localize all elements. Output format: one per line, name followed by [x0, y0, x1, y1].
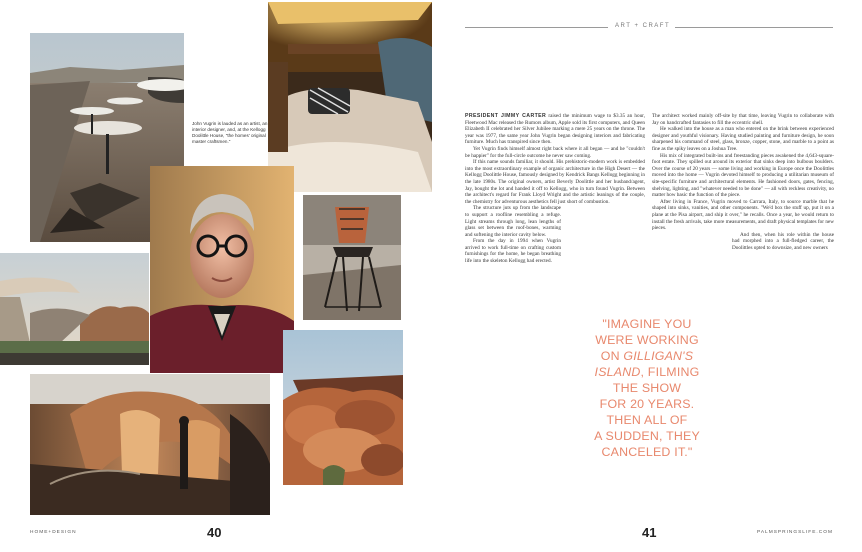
- footer-left: HOME+DESIGN: [30, 530, 77, 535]
- footer-right: PALMSPRINGSLIFE.COM: [757, 530, 833, 535]
- article-paragraph: The structure juts up from the landscape to support a roofline resembling a refuge. Light streams through long, lean lengths of glass set between the roof-bones, warming and softening the interior cavity below.: [465, 205, 561, 238]
- section-label: ART + CRAFT: [615, 23, 671, 29]
- article-paragraph: And then, when his role within the house had morphed into a full-fledged career, the Doolittles opted to downsize, and new owners: [732, 231, 834, 251]
- article-column-2: [652, 113, 834, 251]
- article-paragraph: After living in France, Vugrin moved to Carrara, Italy, to source marble that he shaped into sinks, vanities, and other components. "We'd box the stuff up, put it on a plane at the Pisa airport, and ship it over," he recalls. Once a year, he would return to install the fresh arrivals, take more measurements, and draft physical templates for new pieces.: [652, 198, 834, 232]
- article-paragraph: If this name sounds familiar, it should. His prehistoric-modern work is embedded into the most extraordinary example of organic architecture in the High Desert — the Kellogg Doolittle House, famously designed by Kendrick Bangs Kellogg beginning in the late 1980s. The original owners, artist Beverly Doolittle and her husband/agent, Jay, bought the lot and handed it off to Kellogg, who in turn found Vugrin. Between the architect's regard for Frank Lloyd Wright and the artistic leanings of the couple, the chemistry for adventurous aesthetics fell just short of combustion.: [465, 159, 645, 205]
- photo-portrait-john-vugrin: [150, 166, 294, 373]
- section-rule-right: [675, 27, 833, 28]
- article-paragraph: His mix of integrated built-ins and freestanding pieces awakened the 4,643-square-foot estate. They spilled out around its exterior that sinks deep into bulbous boulders. Over the course of 20 years — some living and working in Europe once the Doolittles moved into the home — Vugrin devoted himself to producing a utilitarian museum of site-specific furniture and architectural elements. He fashioned doors, gates, fencing, shelving, lighting, and "whatever needed to be done" — all with reckless creativity, no matter how basic the function of the piece.: [652, 152, 834, 199]
- article-paragraph: He walked into the house as a man who entered on the brink between experienced designer and youthful visionary. Having studied painting and furniture design, he soon sharpened his command of steel, glass, bronze, copper, stone, and marble to a point as fine as the spiky leaves on a Joshua Tree.: [652, 126, 834, 152]
- photo-desert-house: [0, 253, 149, 365]
- article-paragraph: The architect worked mainly off-site by that time, leaving Vugrin to collaborate with Jay on handcrafted fantasies to fill the eccentric shell.: [652, 113, 834, 126]
- page-number-right: 41: [642, 525, 657, 540]
- section-rule-left: [465, 27, 608, 28]
- article-paragraph: Yet Vugrin finds himself almost right back where it all began — and he "couldn't be happier" for the full-circle outcome he never saw coming.: [465, 145, 645, 159]
- page-number-left: 40: [207, 525, 222, 540]
- article-paragraph: PRESIDENT JIMMY CARTER raised the minimum wage to $3.35 an hour, Fleetwood Mac released the Rumors album, Apple sold its first computers, and Queen Elizabeth II celebrated her Silver Jubilee marking a mere 25 years on the throne. The year was 1977, the same year John Vugrin began designing interiors and fabricating furniture. Much has transpired since then.: [465, 113, 646, 146]
- photo-interior-arches: [30, 374, 270, 515]
- photo-boulders: [283, 330, 403, 485]
- photo-chair: [303, 195, 401, 320]
- article-paragraph: From the day in 1994 when Vugrin arrived to work full-time on crafting custom furnishings for the home, he began breathing life into the skeleton Kellogg had erected.: [465, 238, 561, 265]
- photo-caption: John Vugrin is lauded as an artist, an interior designer, and, at the Kellogg Doolittle House, "the homes' original master craftsmen.": [192, 121, 268, 144]
- article-lead-in: PRESIDENT JIMMY CARTER: [465, 113, 547, 119]
- article-column-1: [465, 113, 645, 265]
- pull-quote: "IMAGINE YOU WERE WORKING ON GILLIGAN'S ISLAND, FILMING THE SHOW FOR 20 YEARS. THEN ALL OF A SUDDEN, THEY CANCELED IT.": [594, 317, 700, 459]
- photo-bed-lamp: [268, 2, 432, 192]
